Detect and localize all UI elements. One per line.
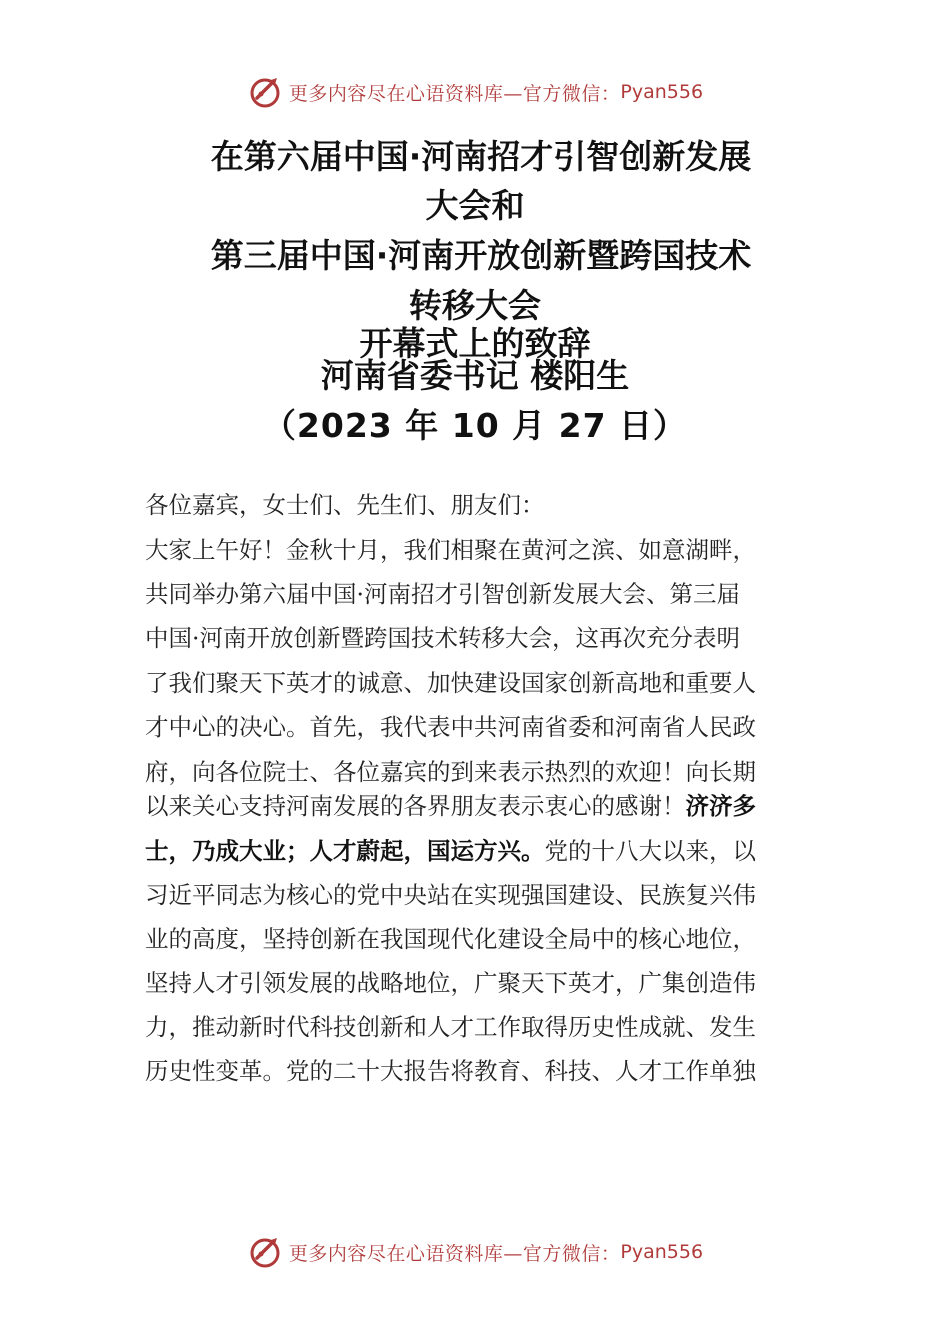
date-line: （2023 年 10 月 27 日） (262, 406, 688, 445)
body-line: 各位嘉宾，女士们、先生们、朋友们： (145, 491, 545, 519)
body-line (145, 836, 756, 866)
body-line: 力，推动新时代科技创新和人才工作取得历史性成就、发生 (145, 1013, 756, 1041)
body-line-normal: 党的十八大以来，以 (544, 837, 756, 865)
title-line-3: 第三届中国·河南开放创新暨跨国技术 (210, 236, 752, 275)
footer-banner (0, 1230, 950, 1274)
body-line: 历史性变革。党的二十大报告将教育、科技、人才工作单独 (145, 1057, 756, 1085)
body-line: 中国·河南开放创新暨跨国技术转移大会，这再次充分表明 (145, 624, 740, 652)
title-line-1: 在第六届中国·河南招才引智创新发展 (210, 137, 752, 176)
banner-wechat-id: Pyan556 (620, 1241, 704, 1263)
body-line: 习近平同志为核心的党中央站在实现强国建设、民族复兴伟 (145, 881, 756, 909)
body-line: 业的高度，坚持创新在我国现代化建设全局中的核心地位， (145, 925, 756, 953)
brush-circle-logo-icon (247, 74, 283, 110)
title-line-5: 开幕式上的致辞 (359, 324, 591, 363)
body-line: 府，向各位院士、各位嘉宾的到来表示热烈的欢迎！向长期 (145, 758, 756, 786)
title-line-4: 转移大会 (409, 286, 541, 325)
brush-circle-logo-icon (247, 1234, 283, 1270)
body-line: 了我们聚天下英才的诚意、加快建设国家创新高地和重要人 (145, 669, 756, 697)
body-line-emphasis: 士，乃成大业；人才蔚起，国运方兴。 (145, 837, 545, 865)
body-line: 坚持人才引领发展的战略地位，广聚天下英才，广集创造伟 (145, 969, 756, 997)
header-banner (0, 70, 950, 114)
author-line: 河南省委书记 楼阳生 (320, 356, 630, 395)
title-line-2: 大会和 (425, 186, 525, 225)
body-line (145, 791, 756, 821)
body-line-normal: 以来关心支持河南发展的各界朋友表示衷心的感谢！ (145, 792, 686, 820)
body-line: 共同举办第六届中国·河南招才引智创新发展大会、第三届 (145, 580, 740, 608)
body-line-emphasis: 济济多 (685, 792, 756, 820)
body-line: 才中心的决心。首先，我代表中共河南省委和河南省人民政 (145, 713, 756, 741)
banner-text: 更多内容尽在心语资料库—官方微信： (288, 82, 621, 105)
banner-text: 更多内容尽在心语资料库—官方微信： (288, 1242, 621, 1265)
body-line: 大家上午好！金秋十月，我们相聚在黄河之滨、如意湖畔， (145, 536, 756, 564)
banner-wechat-id: Pyan556 (620, 81, 704, 103)
